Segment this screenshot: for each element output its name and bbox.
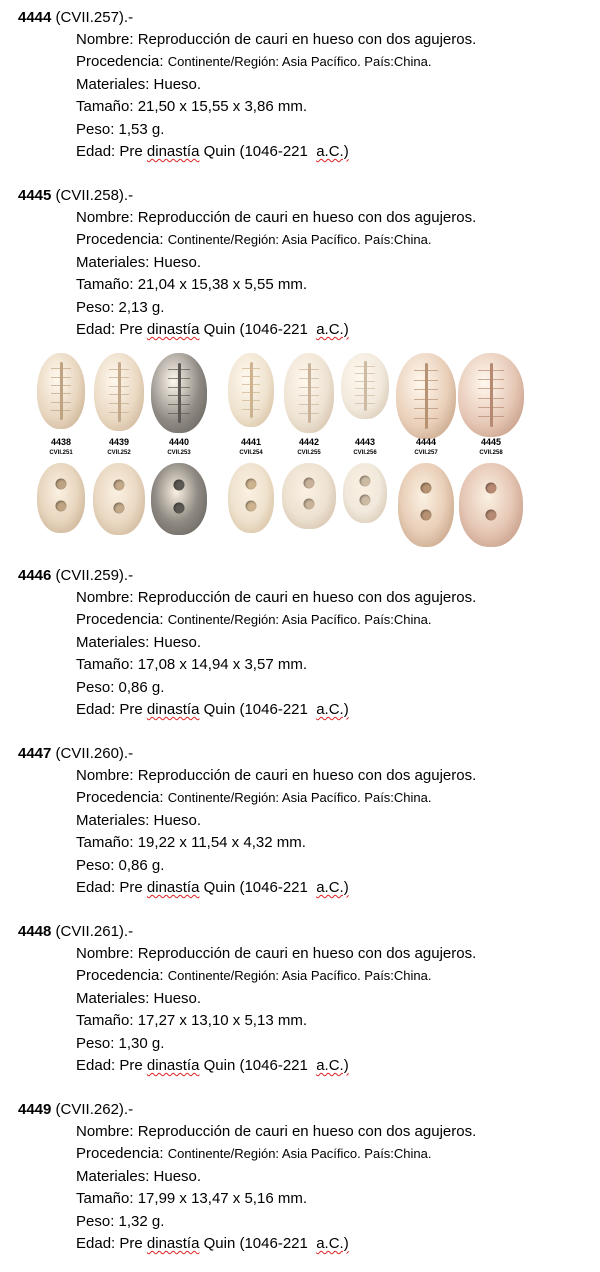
cowrie-tooth [299,369,319,370]
cowrie-tooth [299,404,319,405]
cowrie-tooth [355,403,374,404]
materiales-line [76,810,476,832]
entry-number: 4446 [18,567,52,584]
edad-line [76,699,476,721]
edad-dynasty: dinastía [146,1235,200,1253]
edad-line [76,1233,476,1255]
procedencia-label: Procedencia: [76,1145,164,1163]
edad-pre: Pre [119,143,143,161]
entry-header [18,186,133,206]
materiales-value: Hueso. [153,989,202,1007]
peso-label: Peso: [76,678,115,696]
cowrie-hole [486,483,497,494]
procedencia-line [76,1143,476,1165]
cowrie-hole [360,495,371,506]
cowrie-hole [421,483,432,494]
peso-line [76,855,476,877]
nombre-value: Reproducción de cauri en hueso con dos agujeros. [137,31,477,48]
entry-details [76,1121,476,1255]
edad-era: a.C.) [316,1057,349,1075]
cowrie-back-view-image [93,463,145,535]
nombre-label: Nombre: [76,209,134,226]
materiales-line [76,252,476,274]
entry-number: 4447 [18,745,52,762]
cowrie-number-label: 4444 [415,437,437,447]
entry-header [18,1100,133,1120]
tamano-label: Tamaño: [76,834,134,852]
edad-label: Edad: [76,1235,116,1253]
cowrie-number-label: 4438 [50,437,72,447]
edad-label: Edad: [76,321,116,339]
peso-line [76,677,476,699]
entry-details [76,207,476,341]
peso-label: Peso: [76,1034,115,1052]
procedencia-label: Procedencia: [76,231,164,249]
cowrie-tooth [51,402,70,403]
cowrie-catalog-label: CVII.257 [414,450,438,456]
materiales-label: Materiales: [76,75,150,93]
edad-period: Quin (1046-221 [203,1235,308,1253]
cowrie-tooth [299,413,319,414]
cowrie-photo [30,347,570,552]
cowrie-item [334,347,396,552]
peso-value: 0,86 g. [118,856,165,874]
cowrie-number-label: 4442 [298,437,320,447]
cowrie-catalog-label: CVII.256 [353,450,377,456]
edad-era: a.C.) [316,879,349,897]
edad-period: Quin (1046-221 [203,701,308,719]
cowrie-tooth [168,378,190,379]
entry-number: 4448 [18,923,52,940]
cowrie-top-view-image [151,353,207,433]
entry-details [76,587,476,721]
cowrie-slit [364,361,367,411]
cowrie-hole [56,501,67,512]
cowrie-hole [421,510,432,521]
procedencia-value: Continente/Región: Asia Pacífico. País:China. [167,968,432,984]
procedencia-value: Continente/Región: Asia Pacífico. País:China. [167,1146,432,1162]
cowrie-tooth [242,409,260,410]
tamano-value: 21,50 x 15,55 x 3,86 mm. [137,98,307,116]
peso-value: 1,32 g. [118,1212,165,1230]
cowrie-tooth [51,385,70,386]
cowrie-tooth [242,368,260,369]
nombre-label: Nombre: [76,589,134,606]
cowrie-catalog-label: CVII.254 [239,450,263,456]
edad-pre: Pre [119,321,143,339]
edad-dynasty: dinastía [146,701,200,719]
cowrie-tooth [168,369,190,370]
cowrie-top-view-image [228,353,274,427]
cowrie-back-view-image [228,463,274,533]
nombre-line [76,29,476,51]
edad-era: a.C.) [316,321,349,339]
cowrie-tooth [242,400,260,401]
tamano-value: 17,99 x 13,47 x 5,16 mm. [137,1190,307,1208]
nombre-value: Reproducción de cauri en hueso con dos agujeros. [137,945,477,962]
materiales-label: Materiales: [76,811,150,829]
materiales-value: Hueso. [153,253,202,271]
peso-label: Peso: [76,1212,115,1230]
cowrie-top-view-image [284,353,334,433]
cowrie-tooth [242,384,260,385]
materiales-value: Hueso. [153,1167,202,1185]
cowrie-item [278,347,340,552]
edad-label: Edad: [76,1057,116,1075]
cowrie-item [220,347,282,552]
cowrie-item [395,347,457,552]
cowrie-tooth [414,408,438,409]
cowrie-back-view-image [151,463,207,535]
cowrie-hole [174,479,185,490]
nombre-line [76,207,476,229]
cowrie-tooth [51,393,70,394]
tamano-line [76,654,476,676]
edad-line [76,1055,476,1077]
cowrie-catalog-label: CVII.251 [49,450,73,456]
procedencia-line [76,51,476,73]
edad-dynasty: dinastía [146,143,200,161]
peso-label: Peso: [76,298,115,316]
edad-pre: Pre [119,879,143,897]
procedencia-value: Continente/Región: Asia Pacífico. País:China. [167,612,432,628]
cowrie-back-view-image [398,463,454,547]
edad-period: Quin (1046-221 [203,143,308,161]
nombre-value: Reproducción de cauri en hueso con dos agujeros. [137,589,477,606]
cowrie-number-label: 4441 [240,437,262,447]
cowrie-tooth [355,395,374,396]
edad-line [76,877,476,899]
cowrie-catalog-label: CVII.253 [167,450,191,456]
entry-reference: (CVII.261).- [55,923,134,940]
tamano-line [76,832,476,854]
edad-period: Quin (1046-221 [203,1057,308,1075]
cowrie-back-view-image [459,463,523,547]
procedencia-label: Procedencia: [76,789,164,807]
procedencia-line [76,787,476,809]
cowrie-tooth [478,370,504,371]
nombre-label: Nombre: [76,1123,134,1140]
tamano-value: 17,08 x 14,94 x 3,57 mm. [137,656,307,674]
materiales-value: Hueso. [153,811,202,829]
tamano-value: 19,22 x 11,54 x 4,32 mm. [137,834,306,852]
cowrie-tooth [51,368,70,369]
peso-line [76,1033,476,1055]
cowrie-catalog-label: CVII.252 [107,450,131,456]
peso-label: Peso: [76,856,115,874]
cowrie-tooth [355,366,374,367]
edad-line [76,319,476,341]
edad-label: Edad: [76,701,116,719]
entry-header [18,8,133,28]
cowrie-hole [304,477,315,488]
cowrie-slit [178,363,181,424]
cowrie-slit [490,363,493,427]
tamano-line [76,96,476,118]
cowrie-hole [246,479,257,490]
nombre-line [76,943,476,965]
cowrie-catalog-label: CVII.258 [479,450,503,456]
cowrie-slit [60,362,63,420]
cowrie-tooth [242,392,260,393]
edad-period: Quin (1046-221 [203,321,308,339]
cowrie-tooth [478,388,504,389]
entry-reference: (CVII.260).- [55,745,134,762]
tamano-label: Tamaño: [76,1012,134,1030]
cowrie-tooth [355,381,374,382]
cowrie-tooth [109,394,129,395]
nombre-value: Reproducción de cauri en hueso con dos agujeros. [137,767,477,784]
entry-number: 4444 [18,9,52,26]
peso-line [76,1211,476,1233]
tamano-value: 17,27 x 13,10 x 5,13 mm. [137,1012,307,1030]
cowrie-tooth [168,387,190,388]
procedencia-label: Procedencia: [76,611,164,629]
nombre-value: Reproducción de cauri en hueso con dos agujeros. [137,209,477,226]
cowrie-top-view-image [458,353,524,437]
cowrie-tooth [51,410,70,411]
cowrie-tooth [414,370,438,371]
tamano-line [76,1010,476,1032]
cowrie-tooth [51,377,70,378]
cowrie-hole [486,510,497,521]
procedencia-value: Continente/Región: Asia Pacífico. País:China. [167,232,432,248]
nombre-line [76,587,476,609]
entry-reference: (CVII.257).- [55,9,134,26]
cowrie-hole [56,479,67,490]
cowrie-tooth [355,373,374,374]
entry-reference: (CVII.262).- [55,1101,134,1118]
peso-value: 0,86 g. [118,678,165,696]
cowrie-tooth [299,378,319,379]
procedencia-value: Continente/Región: Asia Pacífico. País:China. [167,790,432,806]
cowrie-tooth [109,369,129,370]
cowrie-tooth [168,395,190,396]
cowrie-slit [118,362,121,421]
tamano-value: 21,04 x 15,38 x 5,55 mm. [137,276,307,294]
nombre-line [76,1121,476,1143]
cowrie-hole [174,502,185,513]
cowrie-tooth [242,376,260,377]
peso-value: 2,13 g. [118,298,165,316]
peso-line [76,297,476,319]
cowrie-number-label: 4443 [354,437,376,447]
cowrie-top-view-image [396,353,456,439]
cowrie-hole [304,498,315,509]
cowrie-top-view-image [37,353,85,429]
cowrie-tooth [109,386,129,387]
materiales-line [76,632,476,654]
cowrie-item [148,347,210,552]
cowrie-tooth [414,389,438,390]
cowrie-hole [360,476,371,487]
tamano-label: Tamaño: [76,276,134,294]
cowrie-tooth [414,418,438,419]
materiales-label: Materiales: [76,989,150,1007]
cowrie-tooth [109,412,129,413]
procedencia-line [76,229,476,251]
materiales-value: Hueso. [153,633,202,651]
cowrie-item [460,347,522,552]
nombre-label: Nombre: [76,767,134,784]
cowrie-back-view-image [343,463,387,523]
entry-details [76,29,476,163]
cowrie-top-view-image [94,353,144,431]
cowrie-tooth [478,407,504,408]
nombre-line [76,765,476,787]
cowrie-slit [425,363,428,428]
entry-number: 4445 [18,187,52,204]
tamano-line [76,1188,476,1210]
procedencia-label: Procedencia: [76,967,164,985]
edad-dynasty: dinastía [146,1057,200,1075]
procedencia-label: Procedencia: [76,53,164,71]
cowrie-back-view-image [37,463,85,533]
cowrie-tooth [299,387,319,388]
edad-pre: Pre [119,701,143,719]
procedencia-line [76,965,476,987]
materiales-line [76,74,476,96]
cowrie-tooth [414,399,438,400]
nombre-label: Nombre: [76,945,134,962]
cowrie-item [88,347,150,552]
tamano-label: Tamaño: [76,98,134,116]
cowrie-number-label: 4440 [168,437,190,447]
peso-line [76,119,476,141]
entry-header [18,744,133,764]
cowrie-tooth [478,379,504,380]
cowrie-tooth [109,403,129,404]
procedencia-value: Continente/Región: Asia Pacífico. País:China. [167,54,432,70]
materiales-value: Hueso. [153,75,202,93]
peso-label: Peso: [76,120,115,138]
edad-pre: Pre [119,1057,143,1075]
peso-value: 1,30 g. [118,1034,165,1052]
materiales-line [76,1166,476,1188]
cowrie-back-view-image [282,463,336,529]
cowrie-tooth [478,416,504,417]
cowrie-tooth [355,388,374,389]
entry-details [76,943,476,1077]
materiales-label: Materiales: [76,633,150,651]
cowrie-number-label: 4439 [108,437,130,447]
edad-era: a.C.) [316,701,349,719]
tamano-label: Tamaño: [76,656,134,674]
tamano-line [76,274,476,296]
cowrie-slit [250,362,253,418]
entry-reference: (CVII.259).- [55,567,134,584]
peso-value: 1,53 g. [118,120,165,138]
materiales-label: Materiales: [76,253,150,271]
edad-line [76,141,476,163]
cowrie-slit [308,363,311,424]
cowrie-hole [114,479,125,490]
materiales-label: Materiales: [76,1167,150,1185]
cowrie-catalog-label: CVII.255 [297,450,321,456]
edad-era: a.C.) [316,143,349,161]
cowrie-tooth [299,395,319,396]
cowrie-tooth [478,398,504,399]
entry-details [76,765,476,899]
edad-label: Edad: [76,143,116,161]
entry-header [18,922,133,942]
cowrie-tooth [414,380,438,381]
procedencia-line [76,609,476,631]
cowrie-hole [114,502,125,513]
edad-dynasty: dinastía [146,879,200,897]
cowrie-top-view-image [341,353,389,419]
entry-header [18,566,133,586]
edad-label: Edad: [76,879,116,897]
cowrie-hole [246,501,257,512]
cowrie-tooth [109,377,129,378]
cowrie-number-label: 4445 [480,437,502,447]
edad-period: Quin (1046-221 [203,879,308,897]
entry-number: 4449 [18,1101,52,1118]
materiales-line [76,988,476,1010]
cowrie-tooth [168,413,190,414]
nombre-label: Nombre: [76,31,134,48]
cowrie-item [30,347,92,552]
edad-era: a.C.) [316,1235,349,1253]
edad-pre: Pre [119,1235,143,1253]
tamano-label: Tamaño: [76,1190,134,1208]
cowrie-tooth [168,404,190,405]
edad-dynasty: dinastía [146,321,200,339]
nombre-value: Reproducción de cauri en hueso con dos agujeros. [137,1123,477,1140]
entry-reference: (CVII.258).- [55,187,134,204]
